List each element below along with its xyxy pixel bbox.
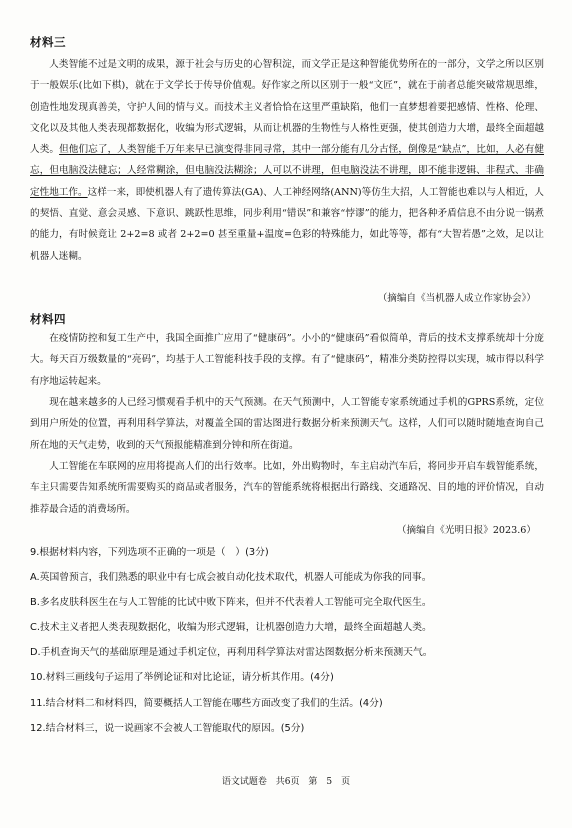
footer-exam-title: 语文试题卷 [221,777,267,787]
material4-paragraph-1: 在疫情防控和复工生产中，我国全面推广应用了“健康码”。小小的“健康码”看似简单，背后的技术支撑系统却十分庞大。每天百万级数量的“亮码”，均基于人工智能科技手段的支撑。有了“健康码”，精准分类防控得以实现，城市得以科学有序地运转起来。 [30,333,544,387]
material3-text-tail: 这样一来，即使机器人有了遗传算法(GA)、人工神经网络(ANN)等仿生大招，人工智能也难以与人相近，人的契悟、直觉、意会灵感、下意识、跳跃性思维，同步利用“错误”和兼容“悖谬”的能力，把各种矛盾信息不由分说一锅煮的能力，有时候竟让 2+2=8 或者 2+2=0 甚至重量+温度=色彩的特殊能力，如此等等，都有“大智若愚”之效，足以让机器人迷糊。 [30,186,545,262]
footer-page-number: 第 5 页 [308,777,351,787]
material4-paragraph-3: 人工智能在车联网的应用将提高人们的出行效率。比如，外出购物时，车主启动汽车后，将同步开启车载智能系统，车主只需要告知系统所需要购买的商品或者服务，汽车的智能系统将根据出行路线、交通路况、目的地的评价情况，自动推荐最合适的消费场所。 [30,461,544,515]
question-9: 9.根据材料内容，下列选项不正确的一项是（ ）(3分) [30,547,269,558]
material3-heading: 材料三 [30,35,66,49]
material4-paragraph-2: 现在越来越多的人已经习惯观看手机中的天气预测。在天气预测中，人工智能专家系统通过手机的GPRS系统，定位到用户所处的位置，再利用科学算法，对覆盖全国的雷达图进行数据分析来预测天气。这样，人们可以随时随地查询自己所在地的天气走势，收到的天气预报能精准到分钟和所在街道。 [30,397,544,451]
material3-underlined-sentences: 但他们忘了，人类智能千万年来早已演变得非同寻常，其中一部分能有几分古怪，倒像是“缺点”，比如，人必有健忘，但电脑没法健忘；人经常糊涂，但电脑没法糊涂；人可以不讲理，但电脑没法不讲理，即不能非逻辑、非程式、非确定性地工作。 [30,144,545,198]
question-12: 12.结合材料三，说一说画家不会被人工智能取代的原因。(5分) [30,723,305,734]
question-10: 10.材料三画线句子运用了举例论证和对比论证，请分析其作用。(4分) [30,672,334,683]
material3-source: （摘编自《当机器人成立作家协会》） [377,293,536,304]
question-11: 11.结合材料二和材料四，简要概括人工智能在哪些方面改变了我们的生活。(4分) [30,698,383,709]
material4-source: （摘编自《光明日报》2023.6） [396,525,536,536]
question-9-option-a: A.英国曾预言，我们熟悉的职业中有七成会被自动化技术取代，机器人可能成为你我的同事。 [30,572,432,583]
material3-text-lead: 人类智能不过是文明的成果，源于社会与历史的心智积淀，而文学正是这种智能优势所在的一部分，文学之所以区别于一般娱乐(比如下棋)，就在于文学长于传导价值观。好作家之所以区别于一般“文匠”，就在于前者总能突破常规思维，创造性地发现真善美，守护人间的情与义。而技术主义者恰恰在这里严重缺陷，他们一直梦想着要把感情、性格、伦理、文化以及其他人类表现都数据化，收编为形式逻辑，从而让机器的生物性与人格性更强，使其创造力大增，最终全面超越人类。 [30,59,544,156]
page-footer [0,774,572,787]
footer-total-pages: 共6页 [275,777,300,787]
question-9-option-b: B.多名皮肤科医生在与人工智能的比试中败下阵来，但并不代表着人工智能可完全取代医生。 [30,597,432,608]
question-9-option-d: D.手机查询天气的基础原理是通过手机定位，再利用科学算法对雷达图数据分析来预测天气。 [30,647,433,658]
material4-heading: 材料四 [30,312,66,326]
question-9-option-c: C.技术主义者把人类表现数据化，收编为形式逻辑，让机器创造力大增，最终全面超越人类。 [30,622,432,633]
material3-paragraph [30,54,544,267]
